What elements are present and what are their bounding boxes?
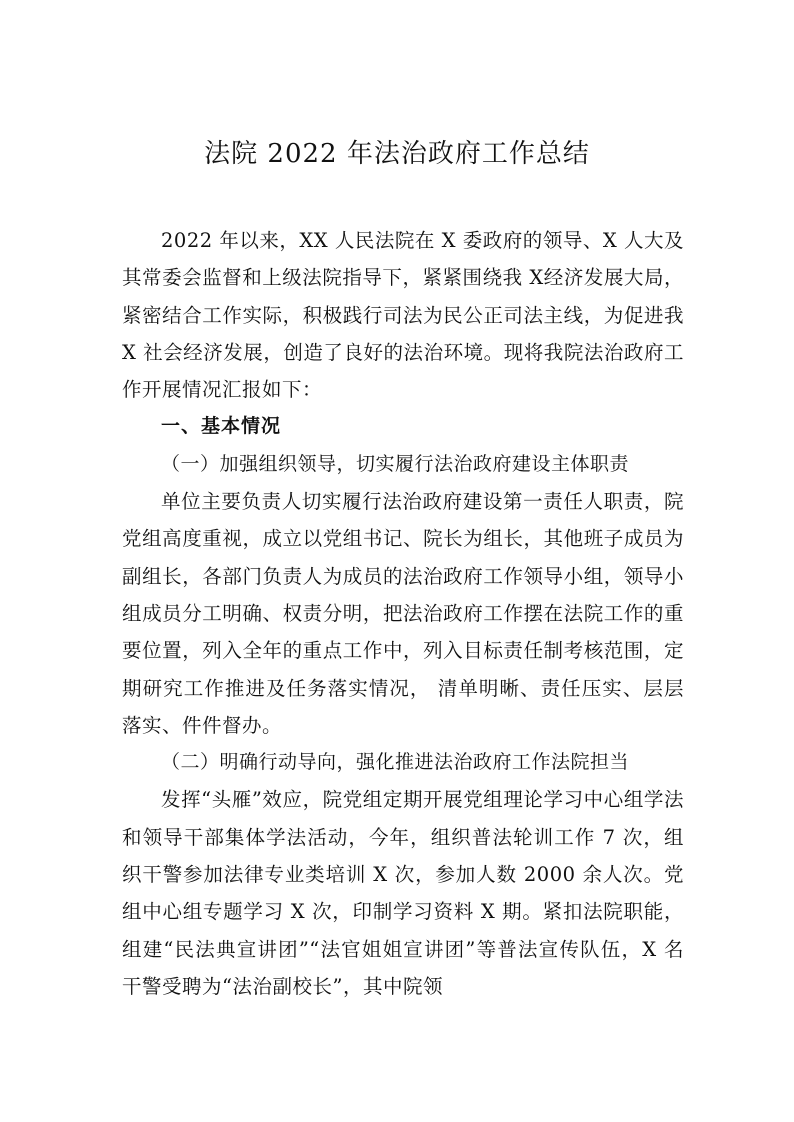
subsection-paragraph-organization-leadership: 单位主要负责人切实履行法治政府建设第一责任人职责，院党组高度重视，成立以党组书记、院长为组长，其他班子成员为副组长，各部门负责人为成员的法治政府工作领导小组，领导小组成员分工明确、权责分明，把法治政府工作摆在法院工作的重要位置，列入全年的重点工作中，列入目标责任制考核范围，定期研究工作推进及任务落实情况， 清单明晰、责任压实、层层落实、件件督办。: [122, 490, 684, 737]
section-heading-basic-situation: 一、基本情况: [161, 415, 282, 438]
subsection-heading-action-guidance: （二）明确行动导向，强化推进法治政府工作法院担当: [161, 751, 630, 774]
subsection-heading-organization-leadership: （一）加强组织领导，切实履行法治政府建设主体职责: [161, 452, 630, 475]
intro-paragraph: 2022 年以来，XX 人民法院在 X 委政府的领导、X 人大及其常委会监督和上级法院指导下，紧紧围绕我 X经济发展大局，紧密结合工作实际，积极践行司法为民公正司法主线，为促进我X 社会经济发展，创造了良好的法治环境。现将我院法治政府工作开展情况汇报如下：: [122, 229, 684, 402]
document-title: 法院 2022 年法治政府工作总结: [204, 139, 590, 169]
document-body: [122, 222, 684, 1005]
subsection-paragraph-action-guidance: 发挥“头雁”效应，院党组定期开展党组理论学习中心组学法和领导干部集体学法活动，今年，组织普法轮训工作 7 次，组织干警参加法律专业类培训 X 次，参加人数 2000 余人次。党组中心组专题学习 X 次，印制学习资料 X 期。紧扣法院职能，组建“民法典宣讲团”“法官姐姐宣讲团”等普法宣传队伍，X 名干警受聘为“法治副校长”，其中院领: [122, 788, 684, 998]
